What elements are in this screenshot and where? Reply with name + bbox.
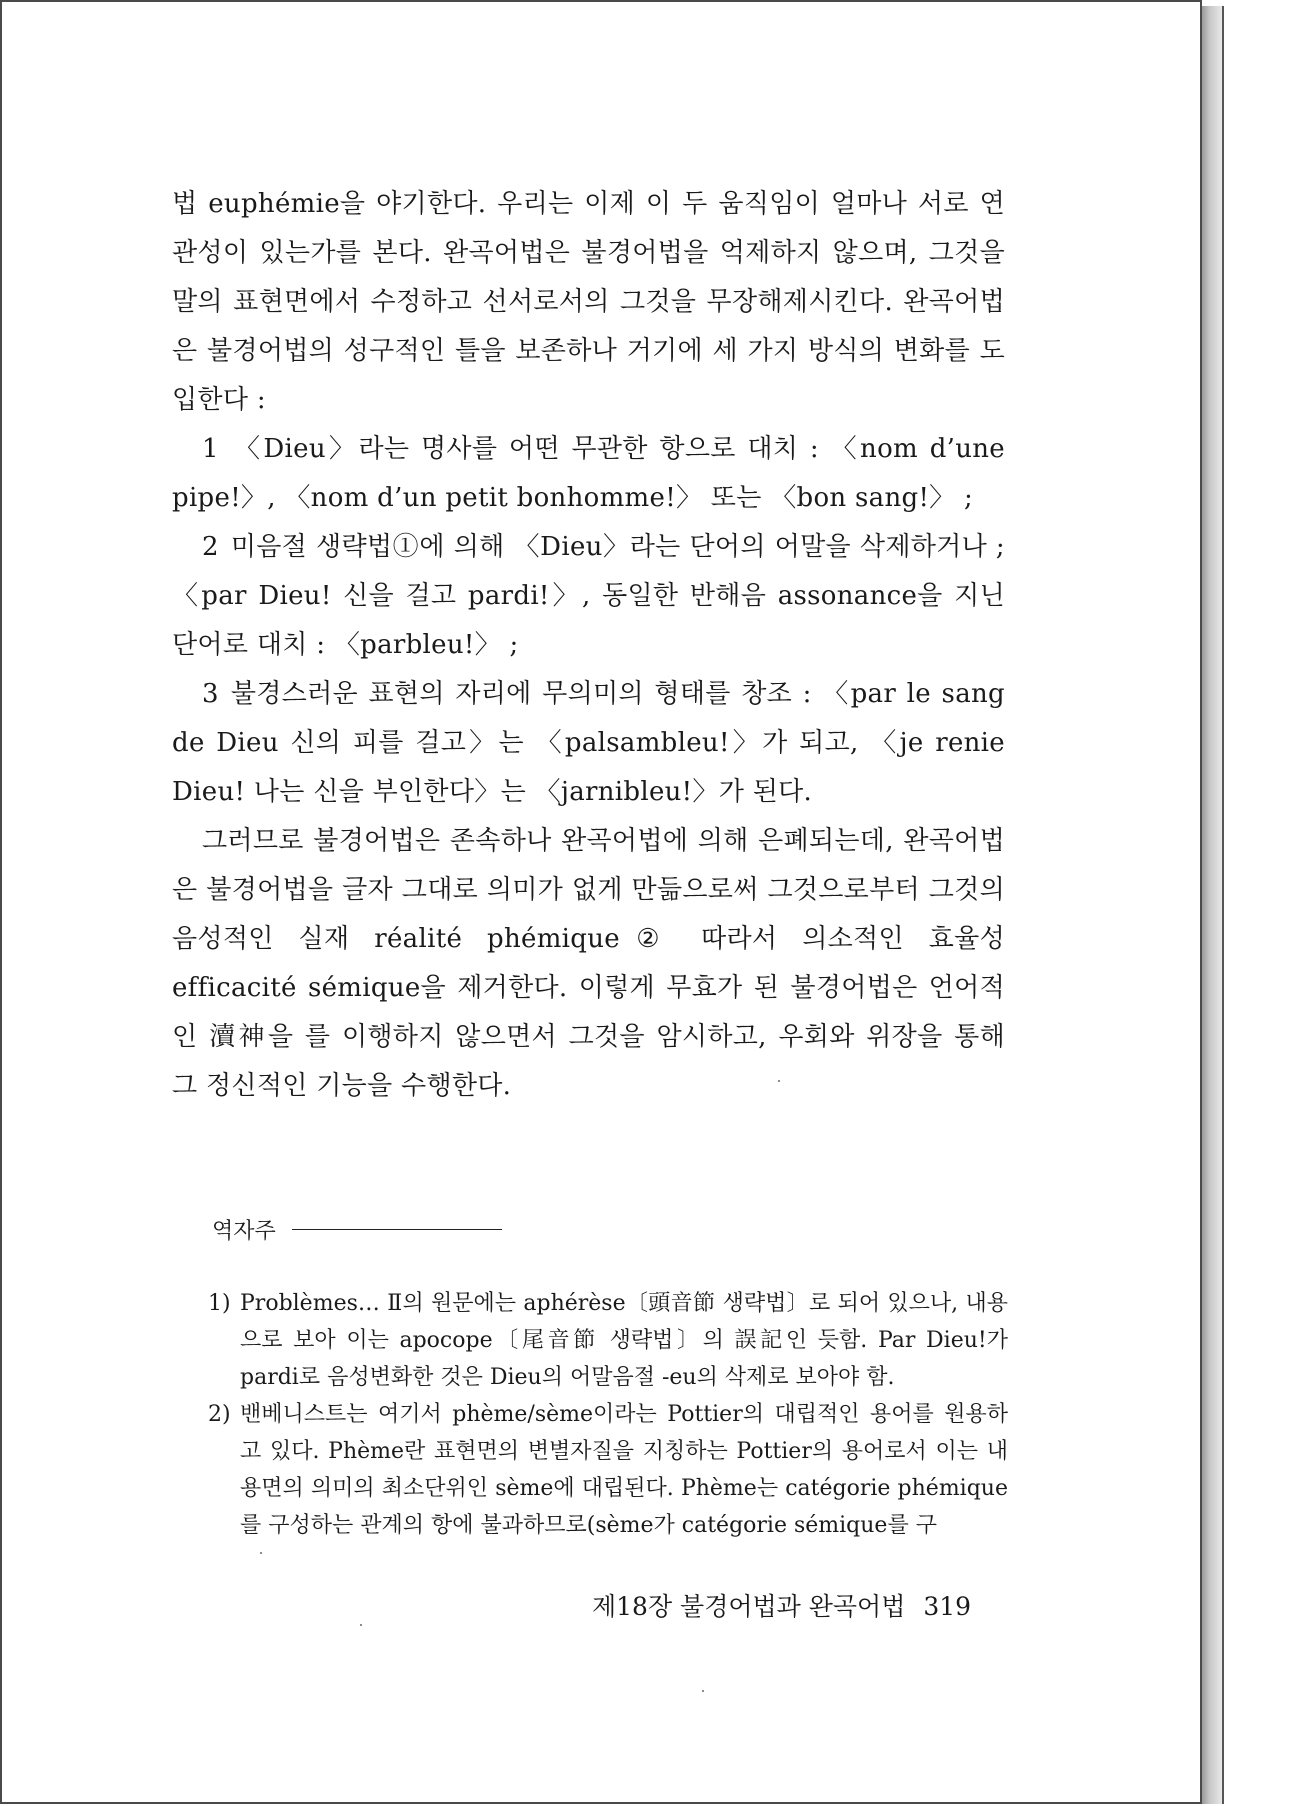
scan-speck [260,1552,262,1554]
footnote-number: 1) [208,1291,231,1316]
main-body-text [172,180,1005,1111]
list-item-1 [172,425,1005,523]
footnotes-section [208,1285,1008,1544]
running-footer [592,1587,992,1623]
page-number: 319 [923,1592,972,1621]
list-item-number: 1 [202,434,219,464]
footnotes-header [212,1214,502,1245]
list-item-3 [172,670,1005,817]
list-item-text: 미음절 생략법①에 의해 〈Dieu〉라는 단어의 어말을 삭제하거나 ; 〈par Dieu! 신을 걸고 pardi!〉, 동일한 반해음 assonance을 지닌 단어로 대치 : 〈parbleu!〉 ; [172,532,1005,660]
page-edge [1202,6,1224,1804]
footnote-text: Problèmes… Ⅱ의 원문에는 aphérèse〔頭音節 생략법〕로 되어 있으나, 내용으로 보아 이는 apocope〔尾音節 생략법〕의 誤記인 듯함. Par Dieu!가 pardi로 음성변화한 것은 Dieu의 어말음절 -eu의 삭제로 보아야 함. [240,1291,1008,1390]
footnote-1 [208,1285,1008,1396]
footnotes-rule [292,1229,502,1230]
list-item-text: 〈Dieu〉라는 명사를 어떤 무관한 항으로 대치 : 〈nom d’une pipe!〉, 〈nom d’un petit bonhomme!〉 또는 〈bon sang!〉 ; [172,434,1005,513]
footnote-2 [208,1396,1008,1544]
list-item-text: 불경스러운 표현의 자리에 무의미의 형태를 창조 : 〈par le sang de Dieu 신의 피를 걸고〉는 〈palsambleu!〉가 되고, 〈je renie Dieu! 나는 신을 부인한다〉는 〈jarnibleu!〉가 된다. [172,679,1005,807]
list-item-2 [172,523,1005,670]
scan-speck [702,1690,704,1692]
footnotes-title: 역자주 [212,1219,276,1244]
list-item-number: 2 [202,532,219,562]
scan-speck [360,1624,362,1626]
scan-speck [778,1080,780,1082]
paragraph-2: 그러므로 불경어법은 존속하나 완곡어법에 의해 은폐되는데, 완곡어법은 불경어법을 글자 그대로 의미가 없게 만듦으로써 그것으로부터 그것의 음성적인 실재 réalité phémique② 따라서 의소적인 효율성 efficacité sémique을 제거한다. 이렇게 무효가 된 불경어법은 언어적인 瀆神을 를 이행하지 않으면서 그것을 암시하고, 우회와 위장을 통해 그 정신적인 기능을 수행한다. [172,826,1005,1101]
footnote-text: 밴베니스트는 여기서 phème/sème이라는 Pottier의 대립적인 용어를 원용하고 있다. Phème란 표현면의 변별자질을 지칭하는 Pottier의 용어로서 이는 내용면의 의미의 최소단위인 sème에 대립된다. Phème는 catégorie phémique를 구성하는 관계의 항에 불과하므로(sème가 catégorie sémique를 구 [240,1402,1008,1538]
paragraph-1: 법 euphémie을 야기한다. 우리는 이제 이 두 움직임이 얼마나 서로 연관성이 있는가를 본다. 완곡어법은 불경어법을 억제하지 않으며, 그것을 말의 표현면에서 수정하고 선서로서의 그것을 무장해제시킨다. 완곡어법은 불경어법의 성구적인 틀을 보존하나 거기에 세 가지 방식의 변화를 도입한다 : [172,189,1005,415]
chapter-title: 제18장 불경어법과 완곡어법 [592,1592,906,1621]
footnote-number: 2) [208,1402,231,1427]
list-item-number: 3 [202,679,219,709]
